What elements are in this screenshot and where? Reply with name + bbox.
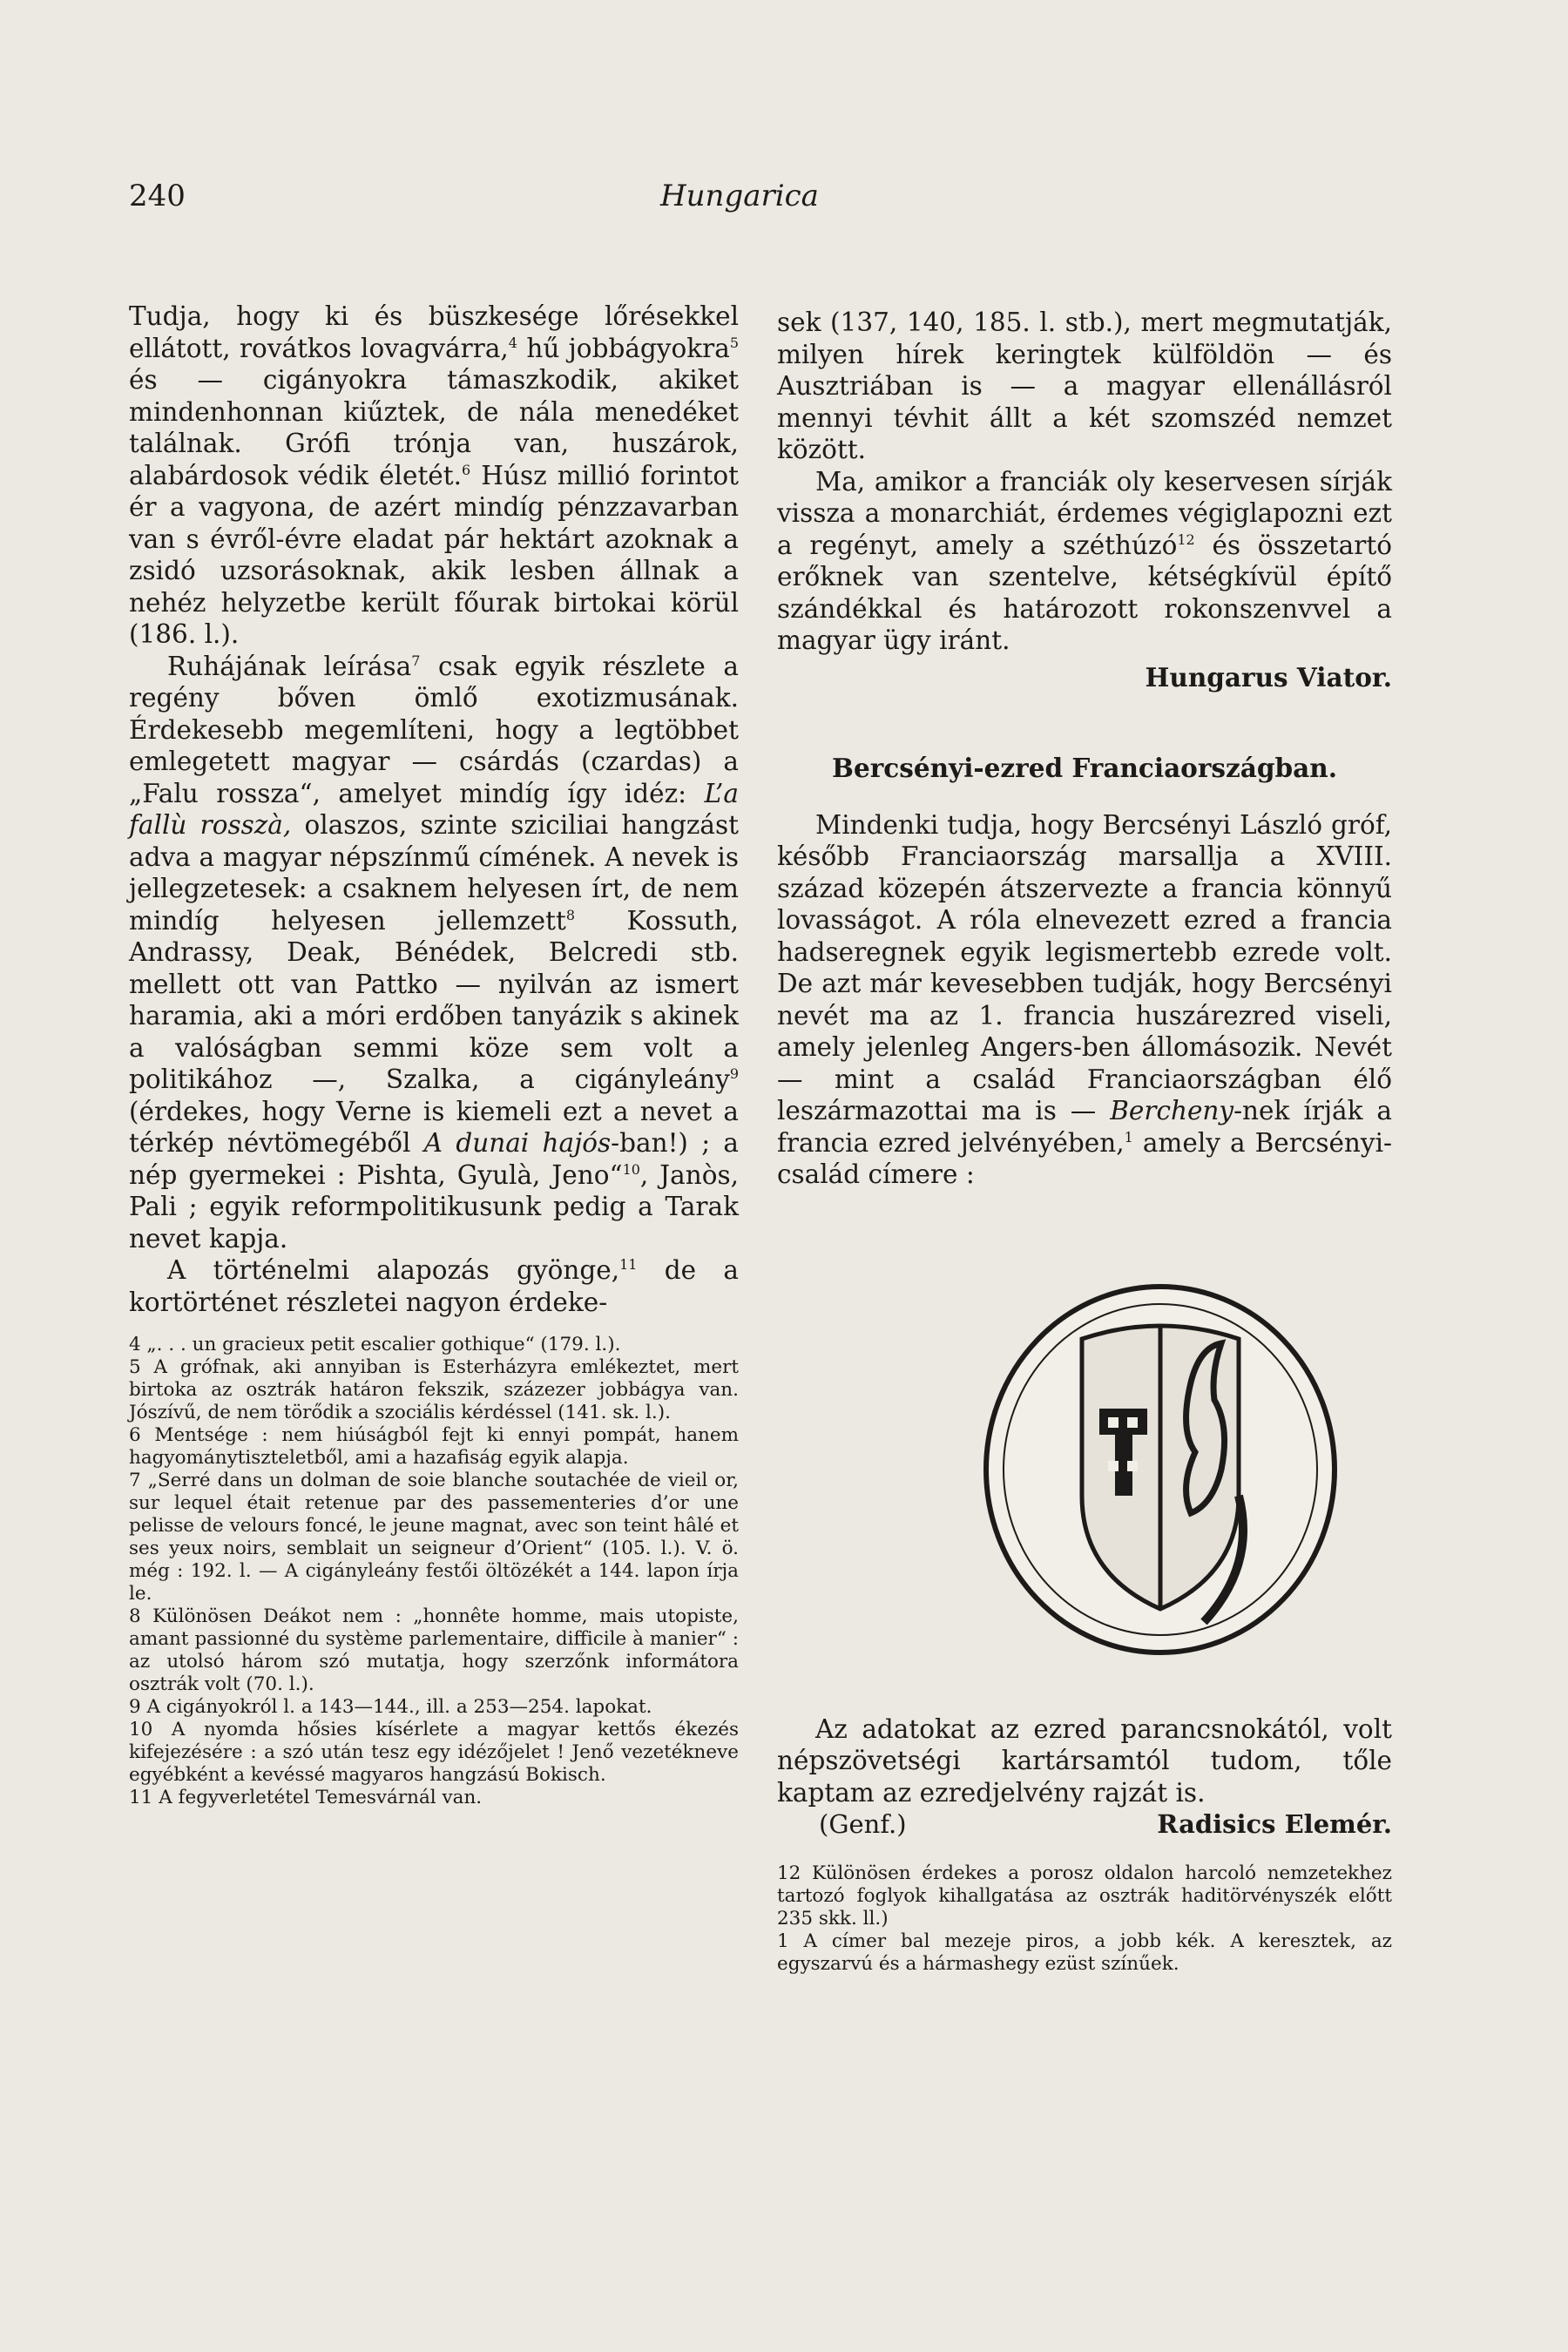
left-body-text xyxy=(129,301,739,1318)
page-number: 240 xyxy=(129,179,186,213)
page-header xyxy=(129,179,1418,222)
left-column xyxy=(129,301,739,1809)
right-footnotes xyxy=(777,1862,1392,1976)
paragraph: A történelmi alapozás gyönge,$^{11}$ de a kortörténet részletei nagyon érdeke- xyxy=(129,1255,739,1317)
footnote: 4 „. . . un gracieux petit escalier gothique“ (179. l.). xyxy=(129,1334,621,1355)
footnote: 10 A nyomda hősies kísérlete a magyar kettős ékezés kifejezésére : a szó után tesz egy idézőjelet ! Jenő vezetékneve egyébként a kevéssé magyaros hangzású Bokisch. xyxy=(129,1719,739,1786)
signature-hungarus-viator: Hungarus Viator. xyxy=(1145,661,1392,693)
footnote: 12 Különösen érdekes a porosz oldalon harcoló nemzetekhez tartozó foglyok kihallgatása az osztrák haditörvényszék előtt 235 skk. ll.) xyxy=(777,1862,1392,1930)
right-body-text-2 xyxy=(777,1713,1392,1841)
footnote: 8 Különösen Deákot nem : „honnête homme, mais utopiste, amant passionné du système parlementaire, difficile à manier“ : az utolsó három szó mutatja, hogy szerzőnk informátora osztrák volt (70. l.). xyxy=(129,1605,739,1695)
left-footnotes xyxy=(129,1334,739,1809)
footnote: 6 Mentsége : nem hiúságból fejt ki ennyi pompát, hanem hagyománytiszteletből, ami a hazafiság egyik alapja. xyxy=(129,1424,739,1469)
footnote: 7 „Serré dans un dolman de soie blanche soutachée de vieil or, sur lequel était retenue par des passementeries d’or une pelisse de velours foncé, le jeune magnat, avec son teint hâlé et ses yeux noirs, semblait un seigneur d’Orient“ (105. l.). V. ö. még : 192. l. — A cigányleány festői öltözékét a 144. lapon írja le. xyxy=(129,1470,739,1605)
bercsenyi-coat-of-arms-image xyxy=(977,1278,1343,1661)
right-column xyxy=(777,307,1392,1976)
paragraph: Az adatokat az ezred parancsnokától, volt népszövetségi kartársamtól tudom, tőle kaptam az ezredjelvény rajzát is. xyxy=(777,1713,1392,1808)
running-title: Hungarica xyxy=(660,179,819,213)
signature-radisics: (Genf.) Radisics Elemér. xyxy=(819,1809,1392,1839)
right-body-text xyxy=(777,307,1392,1191)
paragraph: Tudja, hogy ki és büszkesége lőrésekkel ellátott, rovátkos lovagvárra,$^4$ hű jobbágyokra$^5$ és — cigányokra támaszkodik, akiket mindenhonnan kiűztek, de nála menedéket találnak. Grófi trónja van, huszárok, alabárdosok védik életét.$^6$ Húsz millió forintot ér a vagyona, de azért mindíg pénzzavarban van s évről-évre eladat pár hektárt azoknak a zsidó uzsorásoknak, akik lesben állnak a nehéz helyzetbe került főurak birtokai körül (186. l.). xyxy=(129,301,739,649)
footnote: 1 A címer bal mezeje piros, a jobb kék. A keresztek, az egyszarvú és a hármashegy ezüst színűek. xyxy=(777,1930,1392,1975)
paragraph: Ma, amikor a franciák oly keservesen sírják vissza a monarchiát, érdemes végiglapozni ezt a regényt, amely a széthúzó$^{12}$ és összetartó erőknek van szentelve, kétségkívül építő szándékkal és határozott rokonszenvvel a magyar ügy iránt. xyxy=(777,466,1392,655)
paragraph: sek (137, 140, 185. l. stb.), mert megmutatják, milyen hírek keringtek külföldön — és Ausztriában is — a magyar ellenállásról mennyi tévhit állt a két szomszéd nemzet között. xyxy=(777,308,1392,464)
paragraph: Ruhájának leírása$^7$ csak egyik részlete a regény bőven ömlő exotizmusának. Érdekesebb megemlíteni, hogy a legtöbbet emlegetett magyar — csárdás (czardas) a „Falu rossza“, amelyet mindíg így idéz: L’a fallù rosszà, olaszos, szinte sziciliai hangzást adva a magyar népszínmű címének. A nevek is jellegzetesek: a csaknem helyesen írt, de nem mindíg helyesen jellemzett$^8$ Kossuth, Andrassy, Deak, Bénédek, Belcredi stb. mellett ott van Pattko — nyilván az ismert haramia, aki a móri erdőben tanyázik s akinek a valóságban semmi köze sem volt a politikához —, Szalka, a cigányleány$^9$ (érdekes, hogy Verne is kiemeli ezt a nevet a térkép névtömegéből A dunai hajós-ban!) ; a nép gyermekei : Pishta, Gyulà, Jeno“$^{10}$, Janòs, Pali ; egyik reformpolitikusunk pedig a Tarak nevet kapja. xyxy=(129,651,739,1254)
paragraph: Mindenki tudja, hogy Bercsényi László gróf, később Franciaország marsallja a XVIII. század közepén átszervezte a francia könnyű lovasságot. A róla elnevezett ezred a francia hadseregnek egyik legismertebb ezrede volt. De azt már kevesebben tudják, hogy Bercsényi nevét ma az 1. francia huszárezred viseli, amely jelenleg Angers-ben állomásozik. Nevét — mint a család Franciaországban élő leszármazottai ma is — Bercheny-nek írják a francia ezred jelvényében,$^1$ amely a Bercsényi-család címere : xyxy=(777,809,1393,1189)
footnote: 11 A fegyverletétel Temesvárnál van. xyxy=(129,1787,483,1808)
footnote: 9 A cigányokról l. a 143—144., ill. a 253—254. lapokat. xyxy=(129,1696,652,1718)
section-heading: Bercsényi-ezred Franciaországban. xyxy=(832,753,1337,783)
footnote: 5 A grófnak, aki annyiban is Esterházyra emlékeztet, mert birtoka az osztrák határon fekszik, százezer jobbágya van. Jószívű, de nem törődik a szociális kérdéssel (141. sk. l.). xyxy=(129,1356,739,1423)
